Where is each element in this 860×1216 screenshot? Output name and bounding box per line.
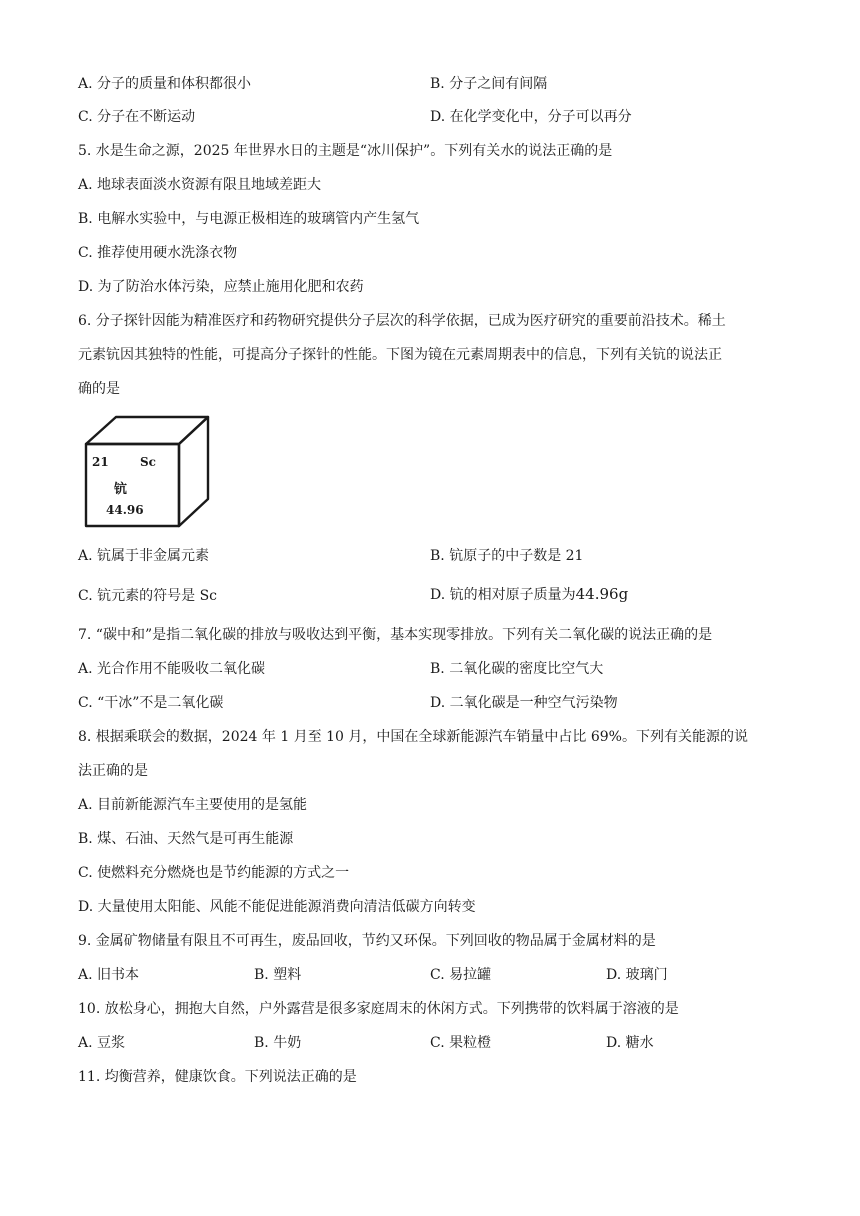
element-atomic-mass: 44.96 [106,503,144,517]
q5-option-d: D. 为了防治水体污染，应禁止施用化肥和农药 [78,279,364,295]
q6-option-b: B. 钪原子的中子数是 21 [430,548,584,564]
cube-outline [84,414,214,530]
q10-option-c: C. 果粒橙 [430,1035,492,1051]
q10-stem: 10. 放松身心，拥抱大自然，户外露营是很多家庭周末的休闲方式。下列携带的饮料属于溶液的是 [78,1001,679,1017]
element-symbol: Sc [140,455,156,469]
element-name: 钪 [114,482,128,497]
q5-stem: 5. 水是生命之源，2025 年世界水日的主题是“冰川保护”。下列有关水的说法正确的是 [78,143,613,159]
q6-stem-line-1: 6. 分子探针因能为精准医疗和药物研究提供分子层次的科学依据，已成为医疗研究的重要前沿技术。稀土 [78,313,726,329]
q6-option-d-text: D. 钪的相对原子质量为 [430,587,576,603]
q5-option-a: A. 地球表面淡水资源有限且地域差距大 [78,177,322,193]
q11-stem: 11. 均衡营养，健康饮食。下列说法正确的是 [78,1069,357,1085]
q8-option-d: D. 大量使用太阳能、风能不能促进能源消费向清洁低碳方向转变 [78,899,476,915]
q6-stem-line-2: 元素钪因其独特的性能，可提高分子探针的性能。下图为镜在元素周期表中的信息，下列有关钪的说法正 [78,347,722,363]
element-atomic-number: 21 [92,455,109,469]
q5-option-c: C. 推荐使用硬水洗涤衣物 [78,245,238,261]
q8-stem-line-1: 8. 根据乘联会的数据，2024 年 1 月至 10 月，中国在全球新能源汽车销量中占比 69%。下列有关能源的说 [78,729,748,745]
q7-option-b: B. 二氧化碳的密度比空气大 [430,661,604,677]
q8-option-b: B. 煤、石油、天然气是可再生能源 [78,831,294,847]
q9-stem: 9. 金属矿物储量有限且不可再生，废品回收，节约又环保。下列回收的物品属于金属材料的是 [78,933,656,949]
q9-option-c: C. 易拉罐 [430,967,492,983]
q4-option-c: C. 分子在不断运动 [78,109,196,125]
q8-stem-line-2: 法正确的是 [78,763,148,779]
q10-option-d: D. 糖水 [606,1035,654,1051]
q10-option-b: B. 牛奶 [254,1035,302,1051]
q6-option-d [430,584,628,605]
q7-stem: 7. “碳中和”是指二氧化碳的排放与吸收达到平衡，基本实现零排放。下列有关二氧化碳的说法正确的是 [78,627,713,643]
q9-option-a: A. 旧书本 [78,967,140,983]
q9-option-b: B. 塑料 [254,967,302,983]
q8-option-c: C. 使燃料充分燃烧也是节约能源的方式之一 [78,865,350,881]
q4-option-d: D. 在化学变化中，分子可以再分 [430,109,632,125]
element-cube-figure [84,414,214,530]
q4-option-a: A. 分子的质量和体积都很小 [78,76,252,92]
q7-option-d: D. 二氧化碳是一种空气污染物 [430,695,618,711]
q7-option-c: C. “干冰”不是二氧化碳 [78,695,224,711]
q6-option-a: A. 钪属于非金属元素 [78,548,210,564]
q6-stem-line-3: 确的是 [78,381,120,397]
q10-option-a: A. 豆浆 [78,1035,126,1051]
q5-option-b: B. 电解水实验中，与电源正极相连的玻璃管内产生氢气 [78,211,420,227]
q7-option-a: A. 光合作用不能吸收二氧化碳 [78,661,266,677]
q9-option-d: D. 玻璃门 [606,967,668,983]
q8-option-a: A. 目前新能源汽车主要使用的是氢能 [78,797,308,813]
q4-option-b: B. 分子之间有间隔 [430,76,548,92]
q6-option-d-value: 44.96g [575,585,629,603]
q6-option-c: C. 钪元素的符号是 Sc [78,588,217,604]
